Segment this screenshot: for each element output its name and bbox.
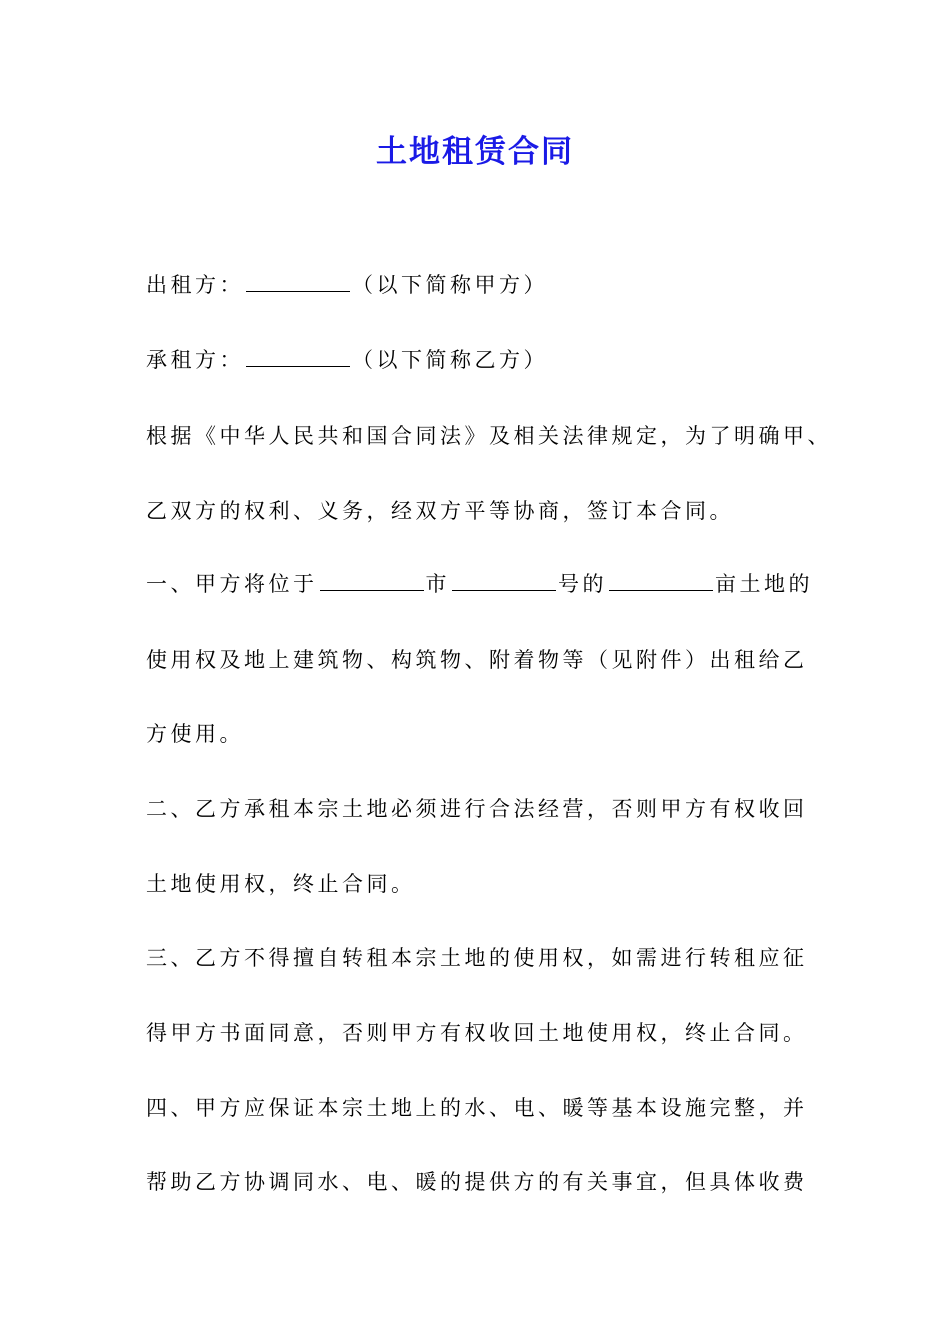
lessee-suffix: （以下简称乙方） <box>352 348 548 372</box>
clause-3-line-2: 得甲方书面同意，否则甲方有权收回土地使用权，终止合同。 <box>146 1021 808 1045</box>
location-blank <box>320 571 424 591</box>
lessor-line <box>146 270 548 300</box>
clause-4-line-2: 帮助乙方协调同水、电、暖的提供方的有关事宜，但具体收费 <box>146 1170 808 1194</box>
clause-1-line-3: 方使用。 <box>146 722 244 746</box>
lessor-suffix: （以下简称甲方） <box>352 273 548 297</box>
lessor-label: 出租方： <box>146 273 244 297</box>
clause-2-line-1: 二、乙方承租本宗土地必须进行合法经营，否则甲方有权收回 <box>146 797 808 821</box>
clause-3-line-1: 三、乙方不得擅自转租本宗土地的使用权，如需进行转租应征 <box>146 946 808 970</box>
clause-1-text-c: 号的 <box>558 572 607 596</box>
clause-1-text-d: 亩土地的 <box>715 572 813 596</box>
clause-1-text-a: 一、甲方将位于 <box>146 572 318 596</box>
lessor-name-blank <box>246 272 350 292</box>
area-blank <box>609 571 713 591</box>
clause-2-line-2: 土地使用权，终止合同。 <box>146 872 416 896</box>
preamble-line-2: 乙双方的权利、义务，经双方平等协商，签订本合同。 <box>146 499 734 523</box>
clause-1-line-2: 使用权及地上建筑物、构筑物、附着物等（见附件）出租给乙 <box>146 648 808 672</box>
document-title: 土地租赁合同 <box>376 134 574 170</box>
clause-4-line-1: 四、甲方应保证本宗土地上的水、电、暖等基本设施完整，并 <box>146 1096 808 1120</box>
clause-1-text-b: 市 <box>425 572 450 596</box>
lessee-line <box>146 345 548 375</box>
number-blank <box>452 571 556 591</box>
clause-1-line-1 <box>146 569 813 599</box>
lessee-label: 承租方： <box>146 348 244 372</box>
preamble-line-1: 根据《中华人民共和国合同法》及相关法律规定，为了明确甲、 <box>146 424 832 448</box>
lessee-name-blank <box>246 347 350 367</box>
